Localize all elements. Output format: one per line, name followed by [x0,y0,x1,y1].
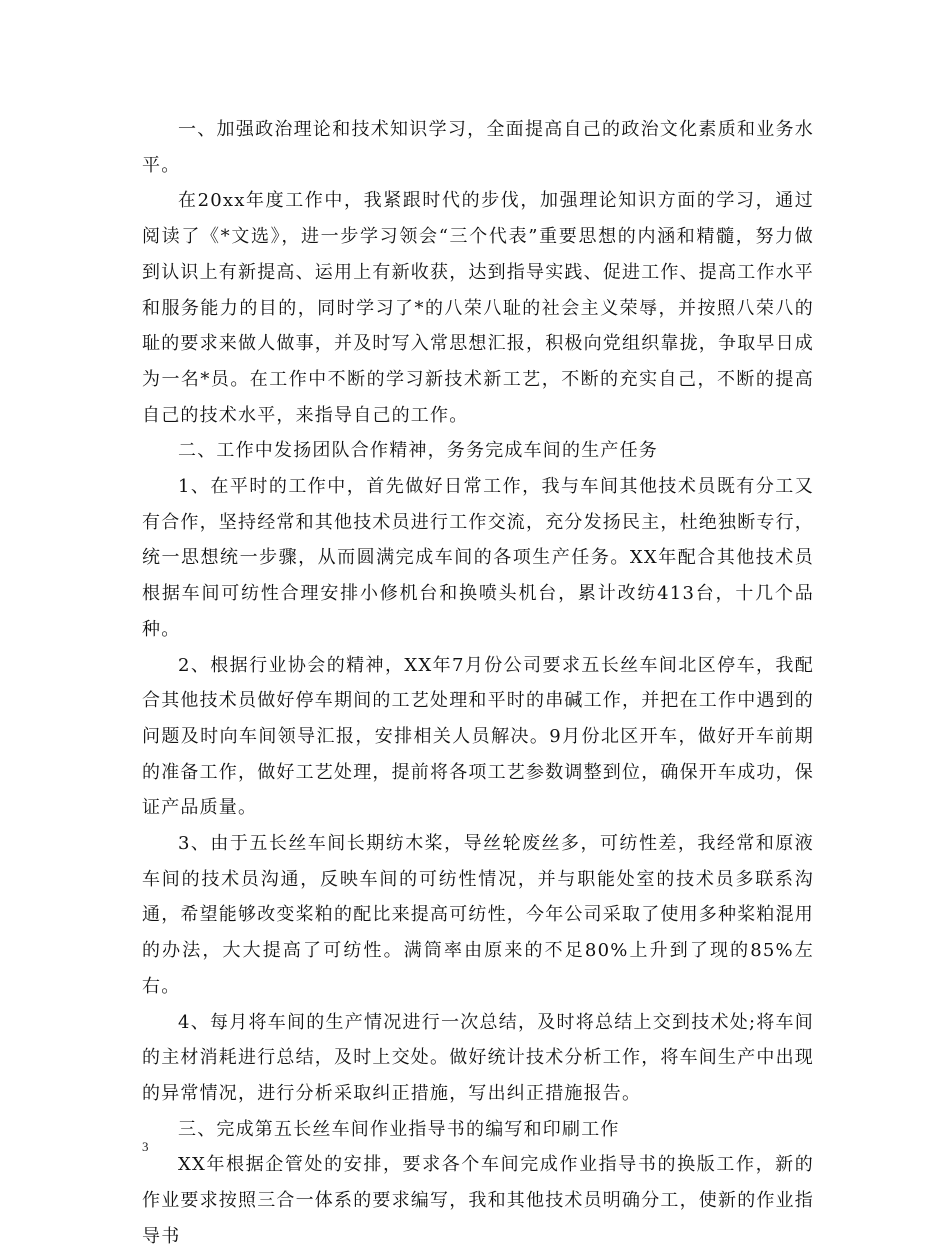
document-body [142,112,814,1255]
body-paragraph: 1、在平时的工作中，首先做好日常工作，我与车间其他技术员既有分工又有合作，坚持经常和其他技术员进行工作交流，充分发扬民主，杜绝独断专行，统一思想统一步骤，从而圆满完成车间的各项生产任务。XX年配合其他技术员根据车间可纺性合理安排小修机台和换喷头机台，累计改纺413台，十几个品种。 [142,476,814,640]
body-paragraph: 2、根据行业协会的精神，XX年7月份公司要求五长丝车间北区停车，我配合其他技术员做好停车期间的工艺处理和平时的串碱工作，并把在工作中遇到的问题及时向车间领导汇报，安排相关人员解决。9月份北区开车，做好开车前期的准备工作，做好工艺处理，提前将各项工艺参数调整到位，确保开车成功，保证产品质量。 [142,654,814,819]
body-paragraph: 3、由于五长丝车间长期纺木桨，导丝轮废丝多，可纺性差，我经常和原液车间的技术员沟通，反映车间的可纺性情况，并与职能处室的技术员多联系沟通，希望能够改变桨粕的配比来提高可纺性，今年公司采取了使用多种桨粕混用的办法，大大提高了可纺性。满筒率由原来的不足80%上升到了现的85%左右。 [142,833,814,997]
body-paragraph: 在20xx年度工作中，我紧跟时代的步伐，加强理论知识方面的学习，通过阅读了《*文选》，进一步学习领会“三个代表”重要思想的内涵和精髓，努力做到认识上有新提高、运用上有新收获，达到指导实践、促进工作、提高工作水平和服务能力的目的，同时学习了*的八荣八耻的社会主义荣辱，并按照八荣八的耻的要求来做人做事，并及时写入常思想汇报，积极向党组织靠拢，争取早日成为一名*员。在工作中不断的学习新技术新工艺，不断的充实自己，不断的提高自己的技术水平，来指导自己的工作。 [142,190,814,426]
section-heading-2: 二、工作中发扬团队合作精神，务务完成车间的生产任务 [178,440,658,462]
page-number: 3 [142,1139,149,1154]
body-paragraph: 4、每月将车间的生产情况进行一次总结，及时将总结上交到技术处;将车间的主材消耗进行总结，及时上交处。做好统计技术分析工作，将车间生产中出现的异常情况，进行分析采取纠正措施，写出纠正措施报告。 [142,1011,814,1104]
body-paragraph: XX年根据企管处的安排，要求各个车间完成作业指导书的换版工作，新的作业要求按照三合一体系的要求编写，我和其他技术员明确分工，使新的作业指导书 [142,1154,814,1247]
section-heading-3: 三、完成第五长丝车间作业指导书的编写和印刷工作 [178,1118,620,1140]
section-heading-1: 一、加强政治理论和技术知识学习，全面提高自己的政治文化素质和业务水平。 [142,119,814,176]
